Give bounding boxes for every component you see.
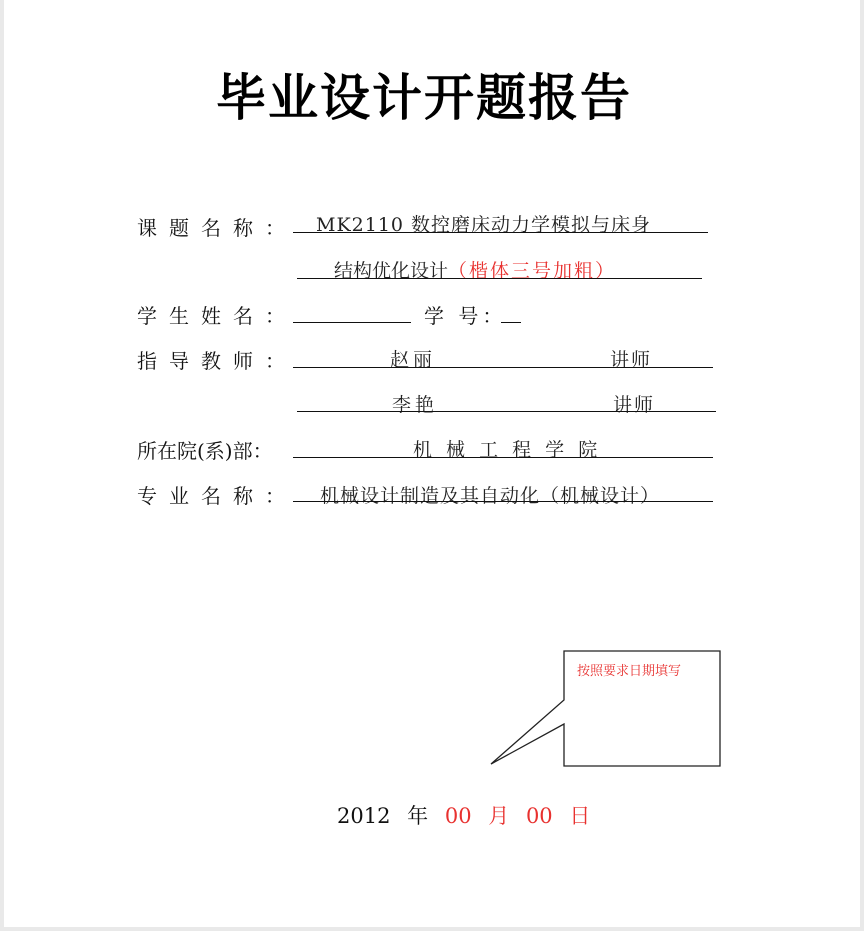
date-day: 00 <box>525 804 553 828</box>
date-day-unit: 日 <box>569 804 591 828</box>
topic-label: 课题名称： <box>137 216 297 240</box>
date-year: 2012 <box>337 804 391 828</box>
department-underline <box>293 457 713 458</box>
advisor-label: 指导教师： <box>137 349 297 373</box>
callout-text: 按照要求日期填写 <box>577 664 682 679</box>
advisor-2-title: 讲师 <box>613 394 656 416</box>
student-name-label: 学生姓名： <box>137 304 297 328</box>
topic-value-line1: MK2110 数控磨床动力学模拟与床身 <box>316 214 652 236</box>
department-value: 机 械 工 程 学 院 <box>413 439 602 461</box>
major-value: 机械设计制造及其自动化（机械设计） <box>320 485 661 507</box>
advisor-underline-1 <box>293 367 713 368</box>
topic-format-note: （楷体三号加粗） <box>448 260 617 282</box>
advisor-2-name: 李艳 <box>392 394 439 416</box>
major-underline <box>293 501 713 502</box>
date-month: 00 <box>444 804 472 828</box>
advisor-1-name: 赵丽 <box>390 349 437 371</box>
topic-underline-2 <box>297 278 702 279</box>
date-month-unit: 月 <box>488 804 510 828</box>
advisor-underline-2 <box>297 411 716 412</box>
department-label: 所在院(系)部： <box>137 439 273 463</box>
report-date <box>337 800 600 830</box>
major-label: 专业名称： <box>137 484 297 508</box>
topic-value-line2-text: 结构优化设计 <box>334 260 449 282</box>
document-page <box>4 0 860 927</box>
advisor-1-title: 讲师 <box>610 349 653 371</box>
date-year-unit: 年 <box>407 804 429 828</box>
student-id-field[interactable] <box>501 322 521 323</box>
student-id-label: 学 号： <box>424 304 507 328</box>
topic-underline-1 <box>293 232 708 233</box>
page-title: 毕业设计开题报告 <box>216 69 632 127</box>
student-name-field[interactable] <box>293 322 411 323</box>
